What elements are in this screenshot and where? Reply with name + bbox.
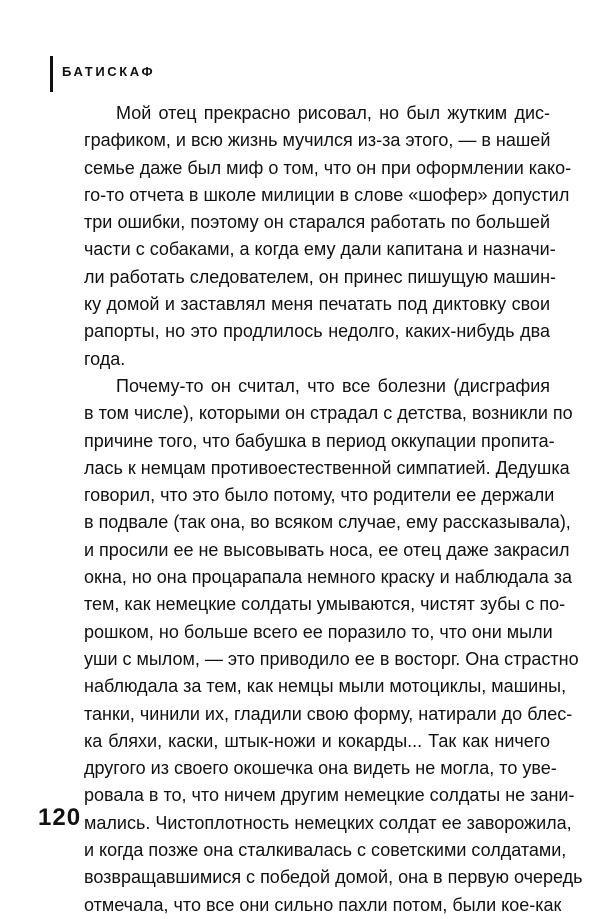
- page-body-text: [84, 100, 583, 919]
- text-line: возвращавшимися с победой домой, она в первую очередь: [84, 867, 583, 888]
- text-line: года.: [84, 348, 126, 369]
- text-line: уши с мылом, — это приводило ее в восторг. Она страстно: [84, 648, 579, 669]
- text-line: рошком, но больше всего ее поразило то, что они мыли: [84, 621, 553, 642]
- page-number: 120: [38, 804, 82, 831]
- text-line: рапорты, но это продлилось недолго, каких-нибудь два: [84, 321, 550, 342]
- text-line: мались. Чистоплотность немецких солдат ее заворожила,: [84, 812, 572, 833]
- text-line: танки, чинили их, гладили свою форму, натирали до блес-: [84, 703, 573, 724]
- text-line: отмечала, что все они сильно пахли потом, были кое-как: [84, 894, 562, 915]
- text-line: в подвале (так она, во всяком случае, ему рассказывала),: [84, 512, 571, 533]
- text-line: причине того, что бабушка в период оккупации пропита-: [84, 430, 555, 451]
- text-line: ли работать следователем, он принес пишущую машин-: [84, 266, 557, 287]
- header-rule: [50, 56, 53, 92]
- text-line: ка бляхи, каски, штык-ножи и кокарды... Так как ничего: [84, 730, 550, 751]
- text-line: окна, но она процарапала немного краску и наблюдала за: [84, 567, 572, 588]
- text-line: семье даже был миф о том, что он при оформлении како-: [84, 157, 572, 178]
- text-line: части с собаками, а когда ему дали капитана и назначи-: [84, 239, 556, 260]
- text-line: ку домой и заставлял меня печатать под диктовку свои: [84, 294, 550, 315]
- text-line: лась к немцам противоестественной симпатией. Дедушка: [84, 457, 570, 478]
- text-line: и просили ее не высовывать носа, ее отец даже закрасил: [84, 539, 570, 560]
- text-line: три ошибки, поэтому он старался работать по большей: [84, 212, 550, 233]
- text-line: говорил, что это было потому, что родители ее держали: [84, 485, 555, 506]
- text-line: в том числе), которыми он страдал с детства, возникли по: [84, 403, 573, 424]
- text-line: ровала в то, что ничем другим немецкие солдаты не зани-: [84, 785, 575, 806]
- text-line: и когда позже она сталкивалась с советскими солдатами,: [84, 840, 567, 861]
- text-line: тем, как немецкие солдаты умываются, чистят зубы с по-: [84, 594, 566, 615]
- text-line: Мой отец прекрасно рисовал, но был жутким дис-: [116, 103, 550, 123]
- text-line: Почему-то он считал, что все болезни (дисграфия: [116, 375, 550, 396]
- text-line: графиком, и всю жизнь мучился из-за этого, — в нашей: [84, 130, 551, 151]
- text-line: другого из своего окошечка она видеть не могла, то уве-: [84, 758, 557, 779]
- text-line: го-то отчета в школе милиции в слове «шофер» допустил: [84, 184, 570, 205]
- text-line: наблюдала за тем, как немцы мыли мотоциклы, машины,: [84, 676, 567, 697]
- running-header-title: БАТИСКАФ: [62, 64, 156, 79]
